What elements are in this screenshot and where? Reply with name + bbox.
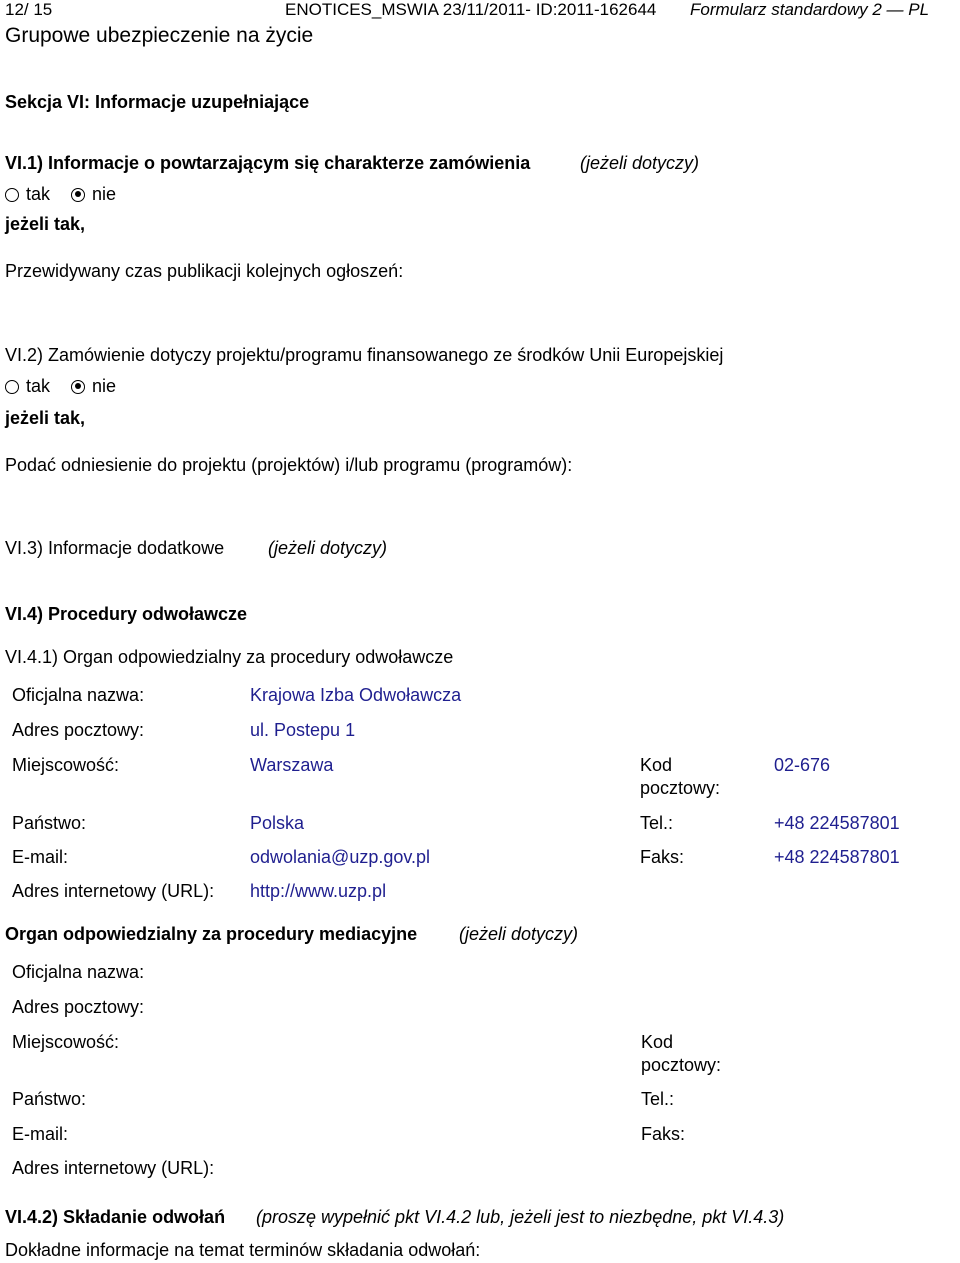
vi41-fax-label: Faks:	[640, 847, 685, 867]
radio-selected-icon	[71, 188, 85, 202]
vi41-postal-value: 02-676	[774, 755, 831, 775]
radio-selected-icon	[71, 380, 85, 394]
vi1-title: VI.1) Informacje o powtarzającym się charakterze zamówienia	[5, 153, 531, 173]
vi1-label: Przewidywany czas publikacji kolejnych ogłoszeń:	[5, 261, 404, 281]
vi41-country-value: Polska	[250, 813, 305, 833]
vi2-yes-label: tak	[26, 376, 51, 396]
med-fax-label: Faks:	[641, 1124, 686, 1144]
vi41-address-value: ul. Postepu 1	[250, 720, 356, 740]
med-url-label: Adres internetowy (URL):	[12, 1158, 215, 1178]
vi41-tel-label: Tel.:	[640, 813, 674, 833]
med-postal-label-2: pocztowy:	[641, 1055, 722, 1075]
vi41-email-label: E-mail:	[12, 847, 69, 867]
page-number: 12/ 15	[5, 0, 53, 19]
vi42-title: VI.4.2) Składanie odwołań	[5, 1207, 226, 1227]
vi2-radio-yes[interactable]	[5, 376, 50, 397]
vi1-radio-group	[5, 184, 116, 207]
vi2-title: VI.2) Zamówienie dotyczy projektu/programu finansowanego ze środków Unii Europejskiej	[5, 345, 724, 365]
vi1-yes-label: tak	[26, 184, 51, 204]
vi1-no-label: nie	[92, 184, 117, 204]
vi41-title: VI.4.1) Organ odpowiedzialny za procedury odwoławcze	[5, 647, 454, 667]
vi1-note: (jeżeli dotyczy)	[580, 153, 700, 173]
vi2-radio-no[interactable]	[71, 376, 116, 397]
vi41-city-label: Miejscowość:	[12, 755, 120, 775]
med-city-label: Miejscowość:	[12, 1032, 120, 1052]
vi41-postal-label-2: pocztowy:	[640, 778, 721, 798]
document-title: Grupowe ubezpieczenie na życie	[5, 24, 314, 47]
vi41-tel-value: +48 224587801	[774, 813, 900, 833]
vi1-radio-no[interactable]	[71, 184, 116, 205]
vi42-label: Dokładne informacje na temat terminów składania odwołań:	[5, 1240, 481, 1260]
vi42-note: (proszę wypełnić pkt VI.4.2 lub, jeżeli jest to niezbędne, pkt VI.4.3)	[256, 1207, 785, 1227]
vi41-name-value: Krajowa Izba Odwoławcza	[250, 685, 462, 705]
vi41-country-label: Państwo:	[12, 813, 87, 833]
med-country-label: Państwo:	[12, 1089, 87, 1109]
section-title: Sekcja VI: Informacje uzupełniające	[5, 92, 310, 112]
vi41-name-label: Oficjalna nazwa:	[12, 685, 145, 705]
med-tel-label: Tel.:	[641, 1089, 675, 1109]
med-address-label: Adres pocztowy:	[12, 997, 145, 1017]
vi41-url-label: Adres internetowy (URL):	[12, 881, 215, 901]
vi2-if-yes: jeżeli tak,	[5, 408, 86, 428]
vi2-no-label: nie	[92, 376, 117, 396]
vi4-title: VI.4) Procedury odwoławcze	[5, 604, 248, 624]
med-name-label: Oficjalna nazwa:	[12, 962, 145, 982]
vi1-radio-yes[interactable]	[5, 184, 50, 205]
med-postal-label-1: Kod	[641, 1032, 674, 1052]
vi1-if-yes: jeżeli tak,	[5, 214, 86, 234]
radio-empty-icon	[5, 380, 19, 394]
radio-empty-icon	[5, 188, 19, 202]
vi3-title: VI.3) Informacje dodatkowe	[5, 538, 225, 558]
vi2-radio-group	[5, 376, 116, 399]
notice-id: ENOTICES_MSWIA 23/11/2011- ID:2011-162644	[285, 0, 657, 19]
vi41-postal-label-1: Kod	[640, 755, 673, 775]
vi41-url-value[interactable]: http://www.uzp.pl	[250, 881, 387, 901]
vi41-address-label: Adres pocztowy:	[12, 720, 145, 740]
med-email-label: E-mail:	[12, 1124, 69, 1144]
form-type: Formularz standardowy 2 — PL	[690, 0, 930, 19]
vi41-email-value[interactable]: odwolania@uzp.gov.pl	[250, 847, 431, 867]
mediation-title: Organ odpowiedzialny za procedury mediacyjne	[5, 924, 418, 944]
mediation-note: (jeżeli dotyczy)	[459, 924, 579, 944]
vi3-note: (jeżeli dotyczy)	[268, 538, 388, 558]
vi41-city-value: Warszawa	[250, 755, 334, 775]
vi41-fax-value: +48 224587801	[774, 847, 900, 867]
vi2-label: Podać odniesienie do projektu (projektów) i/lub programu (programów):	[5, 455, 573, 475]
